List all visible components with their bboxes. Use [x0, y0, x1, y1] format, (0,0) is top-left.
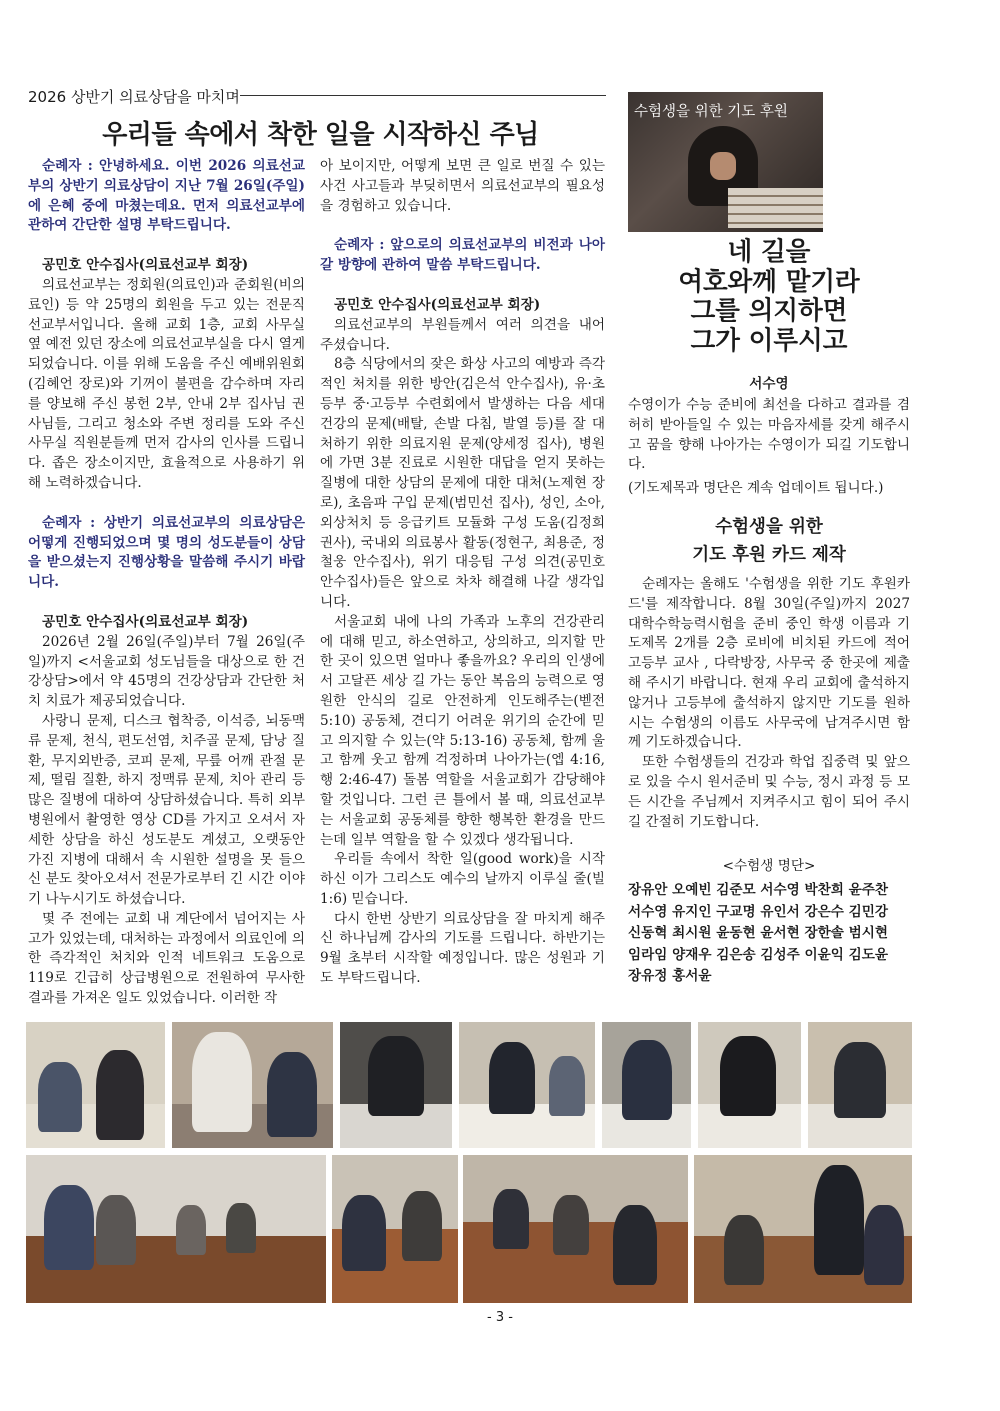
article-column-1 — [28, 157, 305, 1009]
answer-paragraph: 8층 식당에서의 잦은 화상 사고의 예방과 즉각적인 처치를 위한 방안(김은석 안수집사), 유·초등부 중·고등부 수련회에서 발생하는 다음 세대 건강의 문제(배탈, 손발 다침, 발열 등)를 잘 대처하기 위한 의료지원 문제(양세정 집사), 병원에 가면 3분 진료로 시원한 대답을 얻지 못하는 질병에 대한 상담의 문제에 대한 대처(노제현 장로), 초음파 구입 문제(범민선 집사), 성인, 소아, 외상처치 등 응급키트 모듈화 구성 도움(김정희 권사), 국내외 의료봉사 활동(정현구, 최용준, 정철웅 안수집사), 위기 대응팀 구성 의견(공민호 안수집사)들은 앞으로 차차 해결해 나갈 생각입니다. — [320, 356, 605, 610]
card-paragraph: 또한 수험생들의 건강과 학업 집중력 및 앞으로 있을 수시 원서준비 및 수능, 정시 과정 등 모든 시간을 주님께서 지켜주시고 힘이 되어 주시길 간절히 기도합니다. — [628, 754, 910, 830]
article-headline: 우리들 속에서 착한 일을 시작하신 주님 — [102, 120, 539, 150]
answer-paragraph: 몇 주 전에는 교회 내 계단에서 넘어지는 사고가 있었는데, 대처하는 과정에서 의료인에 의한 즉각적인 처치와 인적 네트워크 도움으로 119로 긴급히 상급병원으로 전원하여 무사한 결과를 가져온 일도 있었습니다. 이러한 작 — [28, 910, 305, 1007]
consultation-photo — [172, 1022, 333, 1148]
answer-paragraph: 다시 한번 상반기 의료상담을 잘 마치게 해주신 하나님께 감사의 기도를 드립니다. 하반기는 9월 초부터 시작할 예정입니다. 많은 성원과 기도 부탁드립니다. — [320, 910, 605, 987]
consultation-photo — [698, 1022, 801, 1148]
page-number: - 3 - — [487, 1310, 513, 1325]
consultation-photo — [340, 1022, 452, 1148]
answer-paragraph: 2026년 2월 26일(주일)부터 7월 26일(주일)까지 <서울교회 성도님들을 대상으로 한 건강상담>에서 약 45명의 건강상담과 간단한 처치 치료가 제공되었습니다. — [28, 633, 305, 710]
speaker-name-1: 공민호 안수집사(의료선교부 회장) — [42, 257, 249, 274]
praying-student-photo — [628, 92, 823, 232]
answer-paragraph: 의료선교부는 정회원(의료인)과 준회원(비의료인) 등 약 25명의 회원을 두고 있는 전문직 선교부서입니다. 올해 교회 1층, 교회 사무실 옆 예전 있던 장소에 의료선교부실을 다시 열게 되었습니다. 이를 위해 도움을 주신 예배위원회(김혜언 장로)와 기꺼이 불편을 감수하며 자리를 양보해 주신 봉헌 2부, 안내 2부 집사님 권사님들, 그리고 청소와 주변 정리를 도와 주신 사무실 직원분들께 먼저 감사의 인사를 드립니다. 좁은 장소이지만, 효율적으로 사용하기 위해 노력하겠습니다. — [28, 276, 305, 491]
meeting-photo — [694, 1155, 912, 1303]
interview-question-3: 순례자 : 앞으로의 의료선교부의 비전과 나아갈 방향에 관하여 말씀 부탁드립니다. — [320, 237, 605, 274]
consultation-photo — [459, 1022, 595, 1148]
student-names-row: 장유정 홍서윤 — [628, 968, 712, 985]
speaker-name-2: 공민호 안수집사(의료선교부 회장) — [42, 613, 249, 630]
card-paragraph: 순례자는 올해도 '수험생을 위한 기도 후원카드'를 제작합니다. 8월 30일(주일)까지 2027 대학수학능력시험을 준비 중인 학생 이름과 기도제목 2개를 2층 로비에 비치된 카드에 적어 고등부 교사 , 다락방장, 사무국 중 한곳에 제출해 주시기 바랍니다. 현재 우리 교회에 출석하지 않거나 고등부에 출석하지 않지만 기도를 원하시는 수험생의 이름도 사무국에 남겨주시면 함께 기도하겠습니다. — [628, 575, 910, 751]
consultation-photo — [602, 1022, 691, 1148]
meeting-photo — [26, 1155, 326, 1303]
card-subheading — [628, 513, 910, 569]
meeting-photo — [332, 1155, 458, 1303]
subheading-line: 수험생을 위한 — [715, 516, 823, 537]
section-rule — [240, 95, 606, 96]
student-names-row: 임라임 양재우 김은송 김성주 이윤익 김도윤 — [628, 946, 889, 963]
prayer-author: 서수영 — [749, 376, 789, 392]
verse-line: 그가 이루시고 — [690, 325, 848, 356]
answer-paragraph: 사랑니 문제, 디스크 협착증, 이석증, 뇌동맥류 문제, 천식, 편도선염, 치주골 문제, 담낭 질환, 무지외반증, 코피 문제, 무릎 어깨 관절 문제, 떨림 질환, 하지 정맥류 문제, 치아 관리 등 많은 질병에 대하여 상담하셨습니다. 특히 외부 병원에서 촬영한 영상 CD를 가지고 오셔서 자세한 상담을 하신 성도분도 계셨고, 오랫동안 가진 지병에 대해서 속 시원한 설명을 못 들으신 분도 찾아오셔서 전문가로부터 긴 시간 이야기 나누시기도 하셨습니다. — [28, 712, 305, 908]
verse-line: 네 길을 — [727, 237, 811, 267]
answer-paragraph: 의료선교부의 부원들께서 여러 의견을 내어 주셨습니다. — [320, 316, 605, 353]
section-label: 2026 상반기 의료상담을 마치며 — [28, 88, 240, 106]
interview-question-1: 순례자 : 안녕하세요. 이번 2026 의료선교부의 상반기 의료상담이 지난 7월 26일(주일)에 은혜 중에 마쳤는데요. 먼저 의료선교부에 관하여 간단한 설명 부탁드립니다. — [28, 158, 305, 234]
answer-paragraph: 아 보이지만, 어떻게 보면 큰 일로 번질 수 있는 사건 사고들과 부딪히면서 의료선교부의 필요성을 경험하고 있습니다. — [320, 158, 605, 214]
student-names-row: 서수영 유지인 구교명 유인서 강은수 김민강 — [628, 903, 889, 920]
student-list-title: <수험생 명단> — [722, 858, 816, 875]
article-column-2 — [320, 157, 605, 989]
subheading-line: 기도 후원 카드 제작 — [692, 544, 846, 565]
student-names-row: 장유안 오예빈 김준모 서수영 박찬희 윤주찬 — [628, 882, 889, 899]
student-list — [628, 880, 910, 988]
verse-line: 그를 의지하면 — [690, 296, 848, 326]
update-note: (기도제목과 명단은 계속 업데이트 됩니다.) — [628, 480, 884, 497]
answer-paragraph: 서울교회 내에 나의 가족과 노후의 건강관리에 대해 믿고, 하소연하고, 상의하고, 의지할 만한 곳이 있으면 얼마나 좋을까요? 우리의 인생에서 고달픈 세상 길 가는 동안 복음의 능력으로 영원한 안식의 길로 안전하게 인도해주는(벧전 5:10) 공동체, 견디기 어려운 위기의 순간에 믿고 의지할 수 있는(약 5:13-16) 공동체, 함께 울고 함께 웃고 함께 걱정하며 나아가는(엡 4:16, 행 2:46-47) 돌봄 역할을 서울교회가 감당해야 할 것입니다. 그런 큰 틀에서 볼 때, 의료선교부는 서울교회 공동체를 향한 행복한 환경을 만드는데 일부 역할을 할 수 있겠다 생각됩니다. — [320, 613, 605, 848]
consultation-photo — [26, 1022, 165, 1148]
verse-line: 여호와께 맡기라 — [678, 266, 860, 297]
photo-label: 수험생을 위한 기도 후원 — [634, 104, 788, 120]
bible-verse — [628, 238, 910, 356]
consultation-photo — [808, 1022, 912, 1148]
prayer-text: 수영이가 수능 준비에 최선을 다하고 결과를 겸허히 받아들일 수 있는 마음자세를 갖게 해주시고 꿈을 향해 나아가는 수영이가 되길 기도합니다. — [628, 397, 910, 473]
answer-paragraph: 우리들 속에서 착한 일(good work)을 시작하신 이가 그리스도 예수의 날까지 이루실 줄(빌 1:6) 믿습니다. — [320, 851, 605, 907]
meeting-photo — [463, 1155, 688, 1303]
speaker-name-3: 공민호 안수집사(의료선교부 회장) — [334, 296, 541, 313]
student-names-row: 신동혁 최시원 윤동현 윤서현 장한솔 범시현 — [628, 925, 889, 942]
sidebar-prayer — [628, 92, 910, 988]
interview-question-2: 순례자 : 상반기 의료선교부의 의료상담은 어떻게 진행되었으며 몇 명의 성도분들이 상담을 받으셨는지 진행상황을 말씀해 주시기 바랍니다. — [28, 514, 305, 591]
